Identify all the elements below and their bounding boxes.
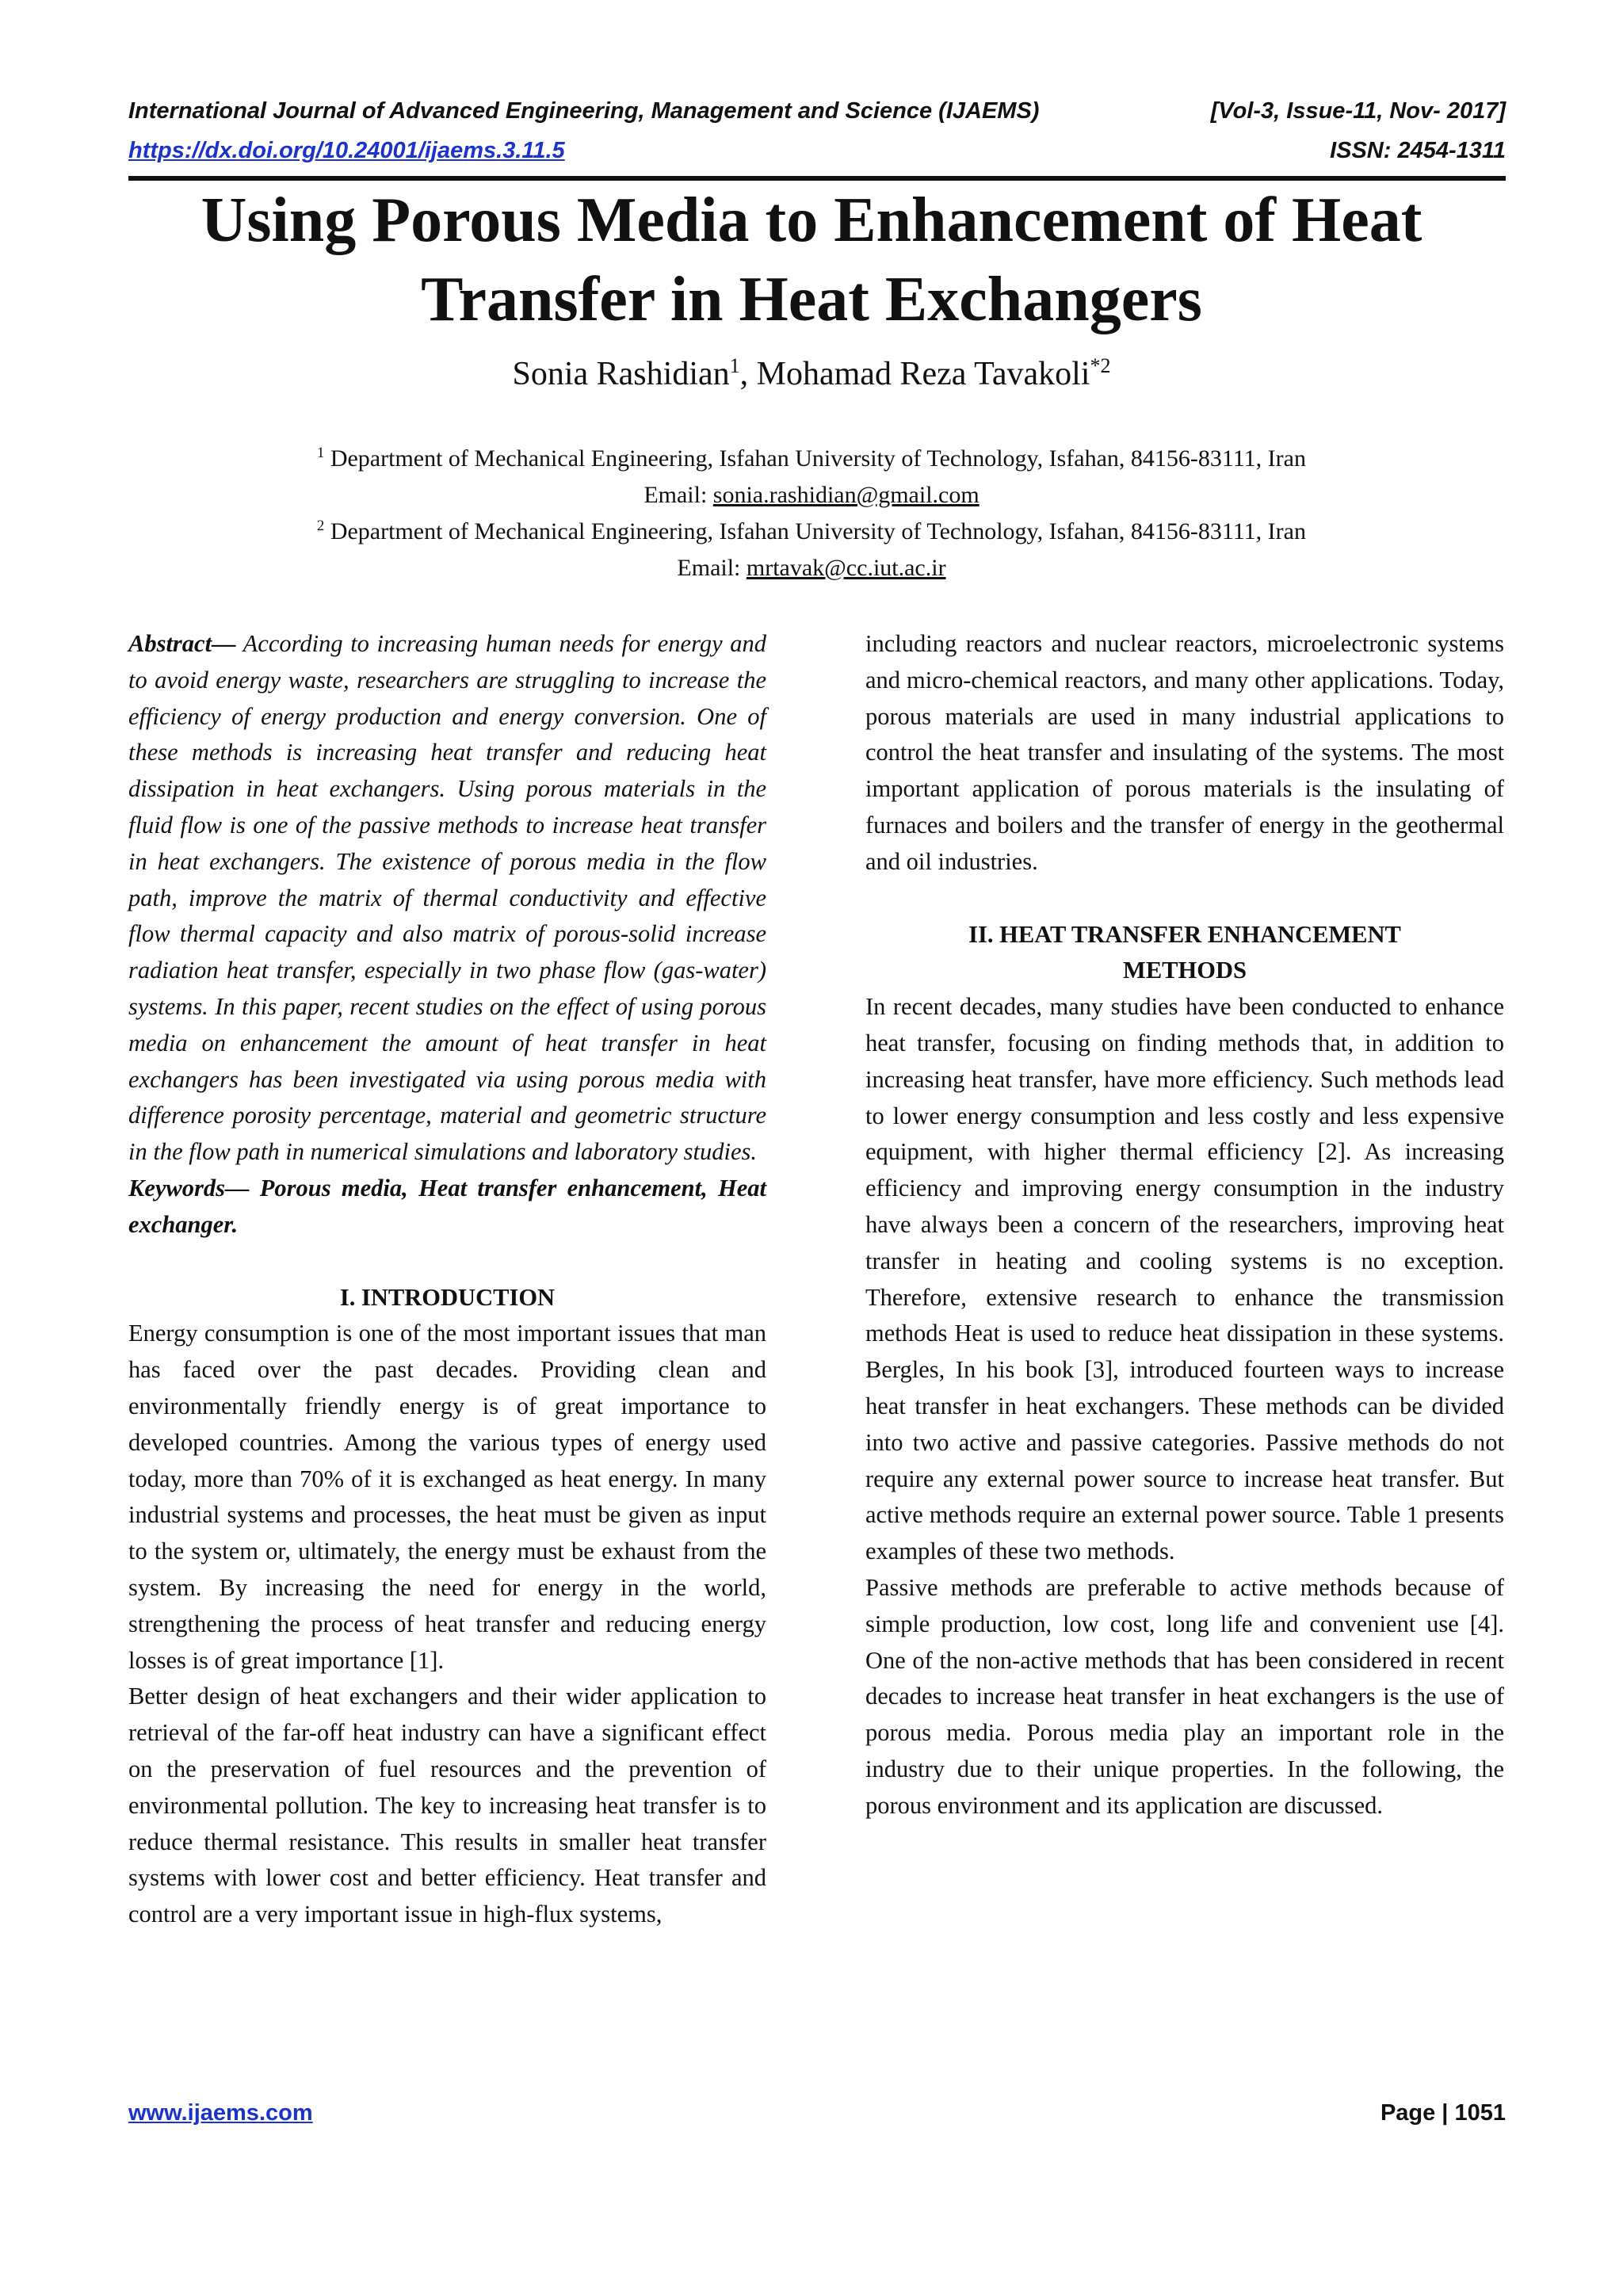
author-1: Sonia Rashidian	[512, 356, 730, 392]
volume-info: [Vol-3, Issue-11, Nov- 2017]	[1210, 98, 1506, 124]
intro-paragraph-2: Better design of heat exchangers and their wider application to retrieval of the far-off heat industry can have a significant effect on the preservation of fuel resources and the prevention of environmental pollution. The key to increasing heat transfer is to reduce thermal resistance. This results in smaller heat transfer systems with lower cost and better efficiency. Heat transfer and control are a very important issue in high-flux systems,	[128, 1683, 766, 1928]
affiliation-1-sup: 1	[317, 445, 325, 461]
section-1-heading: I. INTRODUCTION	[339, 1283, 556, 1311]
section-2-heading	[865, 917, 1504, 990]
left-column	[128, 626, 766, 1933]
journal-header	[128, 98, 1506, 124]
issn: ISSN: 2454-1311	[1330, 138, 1506, 163]
authors: Sonia Rashidian$^1$, Mohamad Reza Tavakoli$^{*2}$	[512, 354, 1111, 392]
email-2-label: Email:	[677, 555, 747, 581]
page-number: Page | 1051	[1380, 2100, 1506, 2126]
keywords: Keywords— Porous media, Heat transfer enhancement, Heat exchanger.	[128, 1174, 766, 1238]
affiliation-2	[0, 518, 1623, 545]
affiliation-2-text: Department of Mechanical Engineering, Isfahan University of Technology, Isfahan, 84156-83111, Iran	[330, 518, 1306, 544]
intro-paragraph-1: Energy consumption is one of the most important issues that man has faced over the past decades. Providing clean and environmentally friendly energy is of great importance to developed countries. Among the various types of energy used today, more than 70% of it is exchanged as heat energy. In many industrial systems and processes, the heat must be given as input to the system or, ultimately, the energy must be exhaust from the system. By increasing the need for energy in the world, strengthening the process of heat transfer and reducing energy losses is of great importance [1].	[128, 1320, 766, 1674]
section-2-heading-line-2: METHODS	[1123, 957, 1247, 984]
email-1-link[interactable]: sonia.rashidian@gmail.com	[712, 482, 980, 508]
email-2-line	[0, 555, 1623, 582]
section-2-heading-line-1: II. HEAT TRANSFER ENHANCEMENT	[968, 920, 1401, 948]
doi-header	[128, 138, 1506, 164]
email-1-label: Email:	[643, 482, 713, 508]
author-1-sup: 1	[729, 354, 740, 377]
email-1-line	[0, 482, 1623, 509]
paper-title	[79, 181, 1544, 339]
abstract	[128, 626, 766, 1171]
email-2-link[interactable]: mrtavak@cc.iut.ac.ir	[746, 555, 946, 581]
journal-name: International Journal of Advanced Engineering, Management and Science (IJAEMS)	[128, 98, 1040, 124]
page-footer	[128, 2100, 1506, 2126]
title-line-1: Using Porous Media to Enhancement of Heat	[200, 185, 1423, 255]
abstract-text: According to increasing human needs for energy and to avoid energy waste, researchers are struggling to increase the efficiency of energy production and energy conversion. One of these methods is increasing heat transfer and reducing heat dissipation in heat exchangers. Using porous materials in the fluid flow is one of the passive methods to increase heat transfer in heat exchangers. The existence of porous media in the flow path, improve the matrix of thermal conductivity and effective flow thermal capacity and also matrix of porous-solid increase radiation heat transfer, especially in two phase flow (gas-water) systems. In this paper, recent studies on the effect of using porous media on enhancement the amount of heat transfer in heat exchangers has been investigated via using porous media with difference porosity percentage, material and geometric structure in the flow path in numerical simulations and laboratory studies.	[128, 630, 766, 1166]
methods-paragraph-1: In recent decades, many studies have been conducted to enhance heat transfer, focusing on finding methods that, in addition to increasing heat transfer, have more efficiency. Such methods lead to lower energy consumption and less costly and less expensive equipment, with higher thermal efficiency [2]. As increasing efficiency and improving energy consumption in the industry have always been a concern of the researchers, improving heat transfer in heating and cooling systems is no exception. Therefore, extensive research to enhance the transmission methods Heat is used to reduce heat dissipation in these systems. Bergles, In his book [3], introduced fourteen ways to increase heat transfer in heat exchangers. These methods can be divided into two active and passive categories. Passive methods do not require any external power source to increase heat transfer. But active methods require an external power source. Table 1 presents examples of these two methods.	[865, 993, 1504, 1565]
affiliation-1-text: Department of Mechanical Engineering, Isfahan University of Technology, Isfahan, 84156-83111, Iran	[330, 445, 1306, 472]
affiliation-2-sup: 2	[317, 518, 325, 534]
title-line-2: Transfer in Heat Exchangers	[421, 265, 1202, 334]
right-column	[865, 626, 1504, 1824]
affiliation-1	[0, 445, 1623, 472]
intro-paragraph-3: including reactors and nuclear reactors, microelectronic systems and micro-chemical reactors, and many other applications. Today, porous materials are used in many industrial applications to control the heat transfer and insulating of the systems. The most important application of porous materials is the insulating of furnaces and boilers and the transfer of energy in the geothermal and oil industries.	[865, 630, 1504, 875]
methods-paragraph-2: Passive methods are preferable to active methods because of simple production, low cost, long life and convenient use [4]. One of the non-active methods that has been considered in recent decades to increase heat transfer in heat exchangers is the use of porous media. Porous media play an important role in the industry due to their unique properties. In the following, the porous environment and its application are discussed.	[865, 1573, 1504, 1819]
author-2: Mohamad Reza Tavakoli	[756, 356, 1090, 392]
footer-site-link[interactable]: www.ijaems.com	[128, 2100, 313, 2126]
author-2-sup: *2	[1090, 354, 1111, 377]
doi-link[interactable]: https://dx.doi.org/10.24001/ijaems.3.11.5	[128, 138, 565, 163]
abstract-label: Abstract—	[128, 630, 236, 657]
